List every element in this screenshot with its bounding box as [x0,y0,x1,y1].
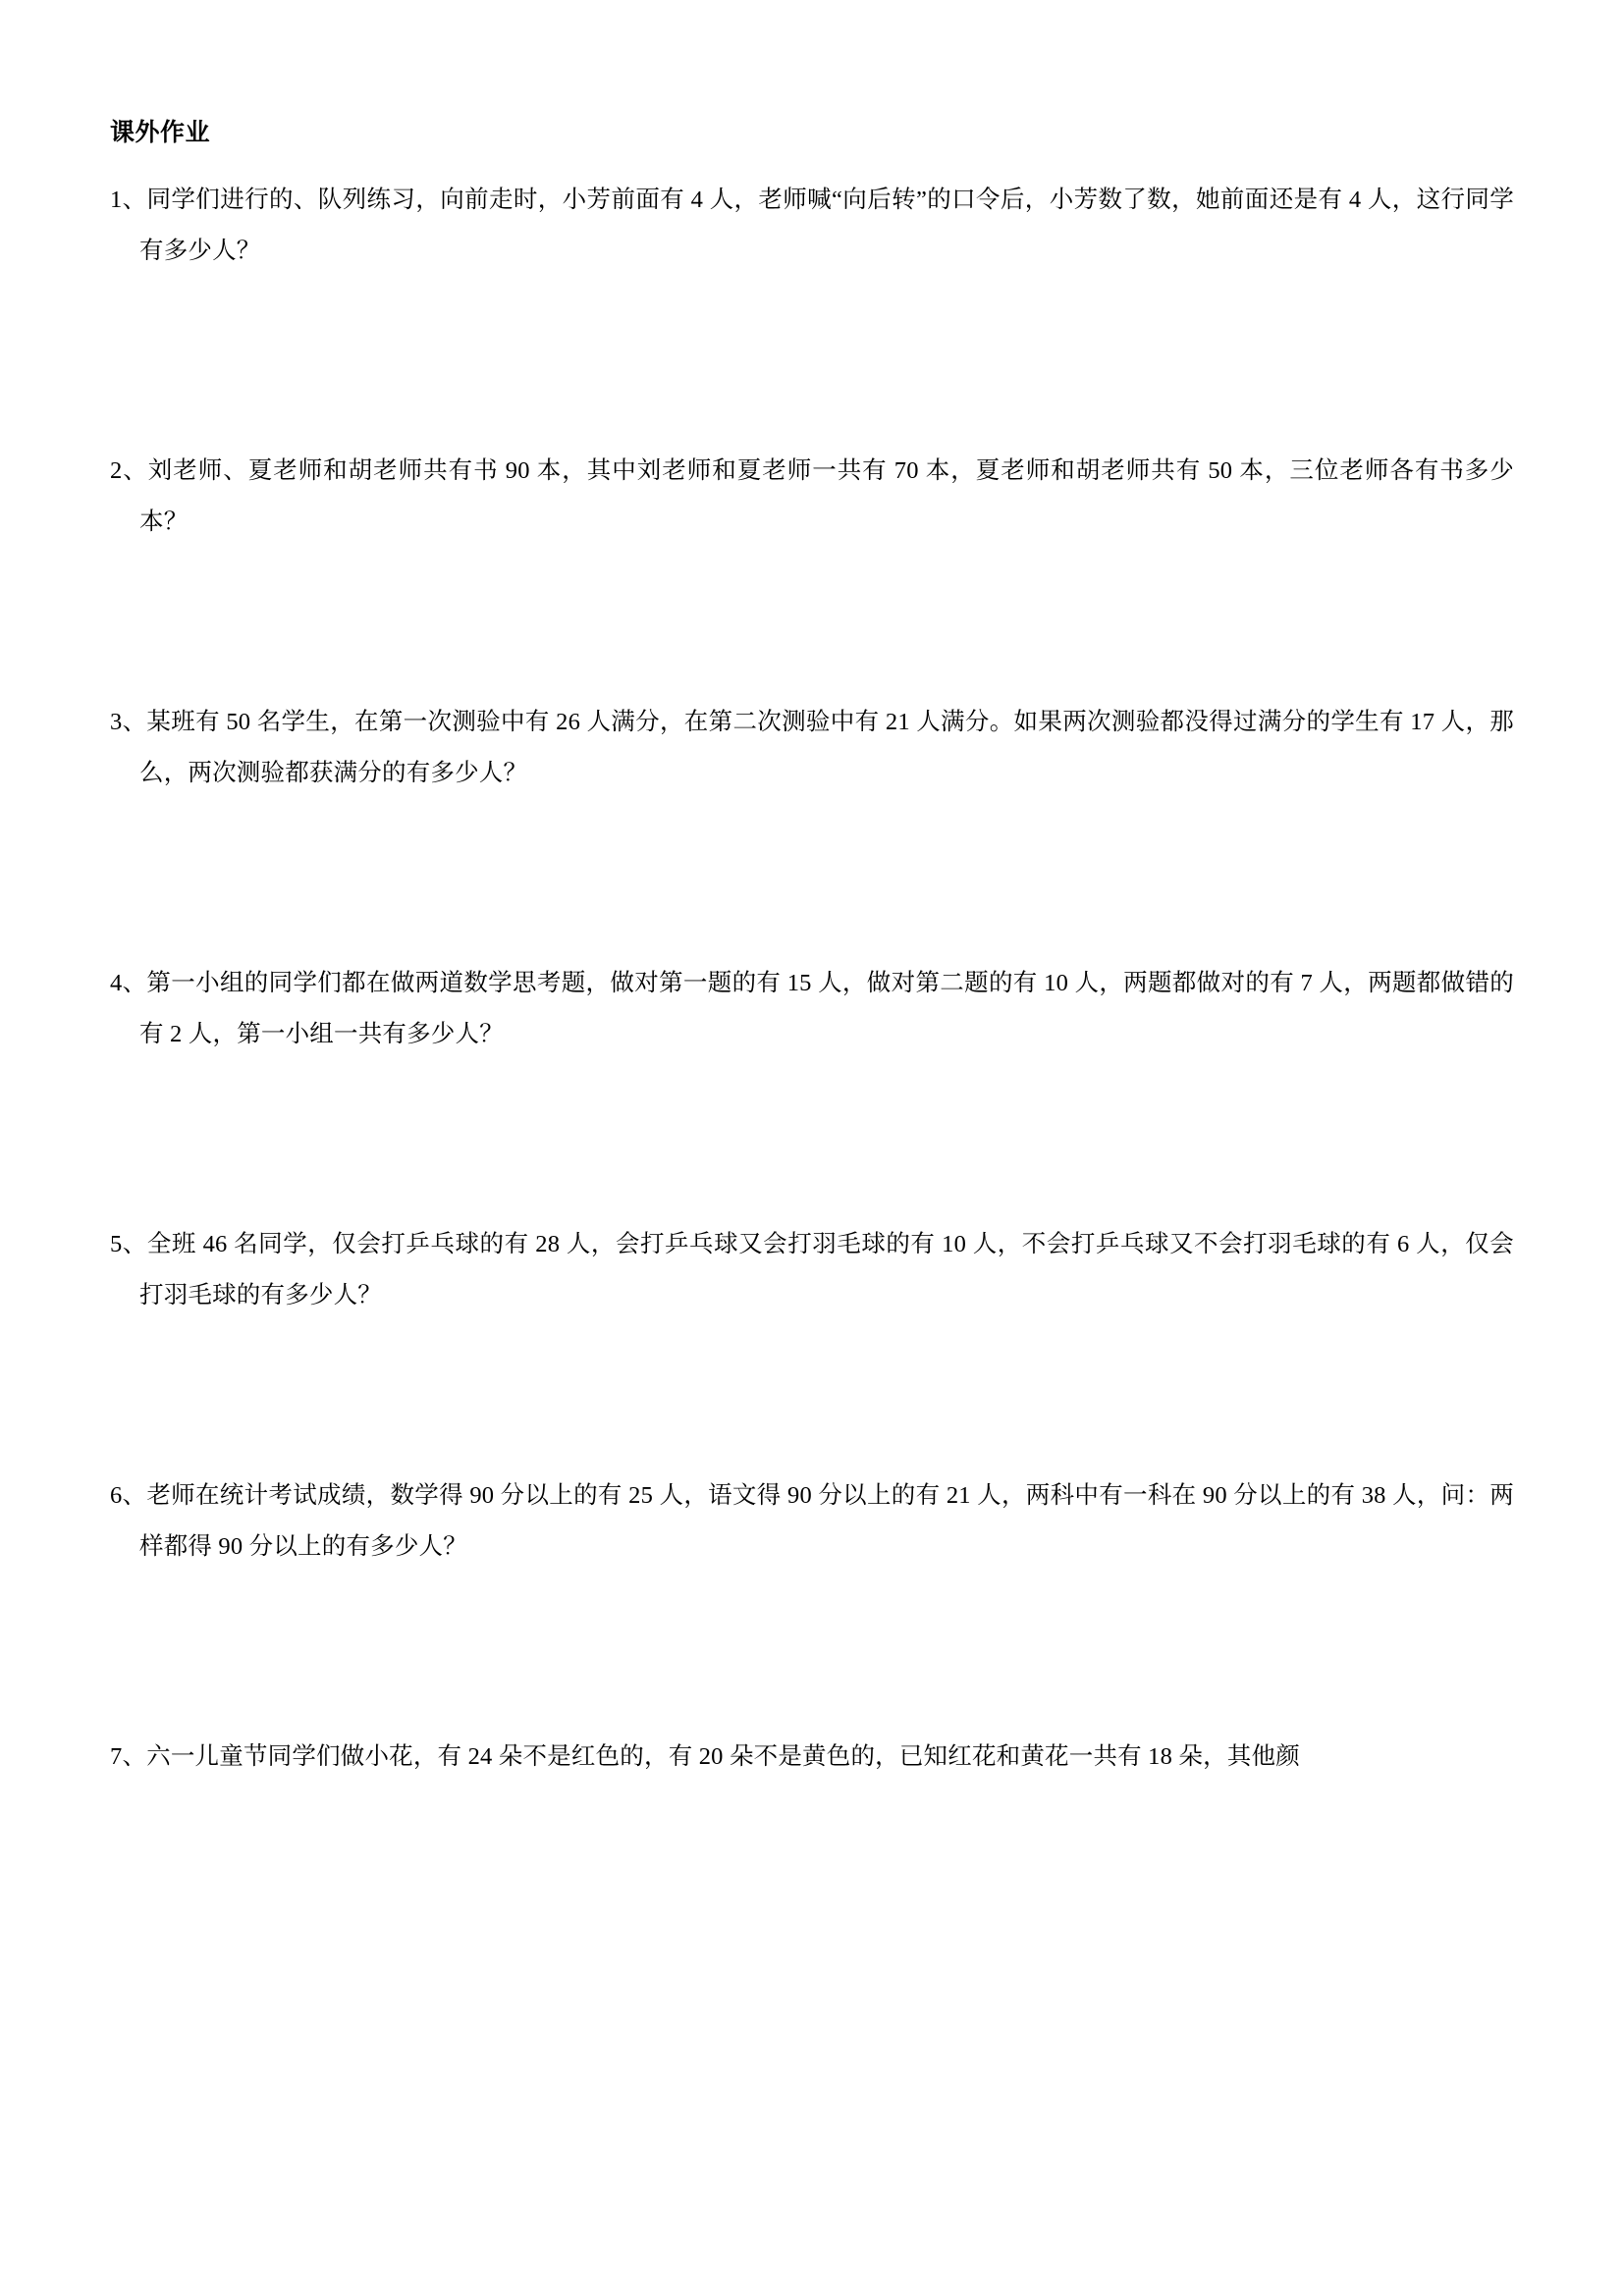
answer-space-6 [110,1573,1514,1732]
problem-text-4: 4、第一小组的同学们都在做两道数学思考题，做对第一题的有 15 人，做对第二题的有 10 人，两题都做对的有 7 人，两题都做错的有 2 人，第一小组一共有多少人？ [110,970,1514,1047]
problem-text-2: 2、刘老师、夏老师和胡老师共有书 90 本，其中刘老师和夏老师一共有 70 本，夏老师和胡老师共有 50 本，三位老师各有书多少本？ [110,457,1514,535]
problem-item-5 [110,1219,1514,1321]
problem-item-6 [110,1470,1514,1573]
answer-space-1 [110,277,1514,446]
answer-space-4 [110,1060,1514,1219]
problem-text-3: 3、某班有 50 名学生，在第一次测验中有 26 人满分，在第二次测验中有 21 人满分。如果两次测验都没得过满分的学生有 17 人，那么，两次测验都获满分的有多少人？ [110,709,1514,786]
problem-item-3 [110,697,1514,799]
problem-item-2 [110,446,1514,548]
problem-text-7: 7、六一儿童节同学们做小花，有 24 朵不是红色的，有 20 朵不是黄色的，已知红花和黄花一共有 18 朵，其他颜 [110,1743,1300,1770]
answer-space-3 [110,799,1514,958]
answer-space-5 [110,1321,1514,1470]
problem-item-4 [110,958,1514,1060]
page-title: 课外作业 [110,119,211,146]
problem-text-1: 1、同学们进行的、队列练习，向前走时，小芳前面有 4 人，老师喊“向后转”的口令后，小芳数了数，她前面还是有 4 人，这行同学有多少人？ [110,187,1514,264]
problem-text-6: 6、老师在统计考试成绩，数学得 90 分以上的有 25 人，语文得 90 分以上的有 21 人，两科中有一科在 90 分以上的有 38 人，问：两样都得 90 分以上的有多少人？ [110,1482,1514,1560]
answer-space-2 [110,548,1514,697]
problem-item-7 [110,1732,1514,1783]
problem-text-5: 5、全班 46 名同学，仅会打乒乓球的有 28 人，会打乒乓球又会打羽毛球的有 10 人，不会打乒乓球又不会打羽毛球的有 6 人，仅会打羽毛球的有多少人？ [110,1231,1514,1308]
problem-item-1 [110,175,1514,277]
